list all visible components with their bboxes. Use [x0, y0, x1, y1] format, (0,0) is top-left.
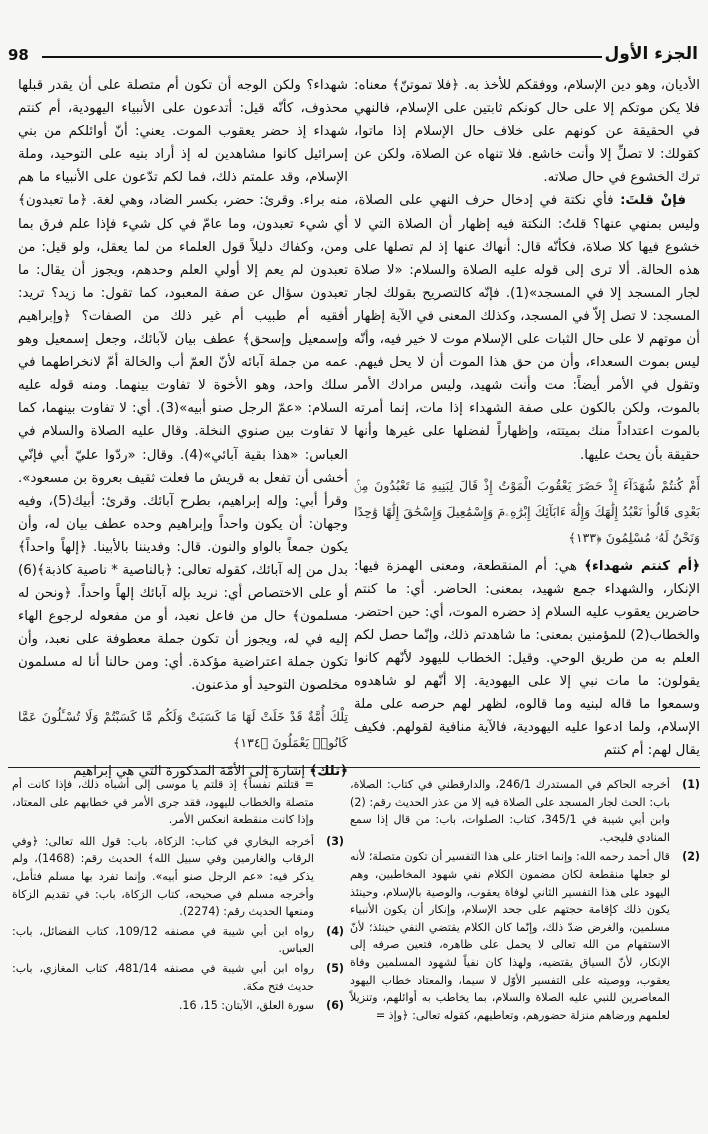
- footnote: [12, 997, 344, 1015]
- footnote: [350, 776, 700, 846]
- paragraph-lead: فإنْ قلتَ:: [620, 193, 687, 209]
- paragraph-lead: ﴿تلك﴾: [309, 763, 348, 779]
- footnote-number: (2): [682, 850, 700, 864]
- footnote: [12, 960, 344, 995]
- footnote-number: (6): [326, 999, 344, 1013]
- footnote-number: (5): [326, 961, 344, 975]
- running-title: الجزء الأول: [604, 44, 698, 64]
- quran-verse: تِلْكَ أُمَّةٌ قَدْ خَلَتْ لَهَا مَا كَسَبَتْ وَلَكُم مَّا كَسَبْتُمْ وَلَا تُسْـَٔلُونَ عَمَّا كَانُوا۟ يَعْمَلُونَ ﴿١٣٤﴾: [18, 708, 348, 750]
- footnote: [12, 923, 344, 958]
- footnote-text: أخرجه الحاكم في المستدرك 246/1، والدارقطني في كتاب: الصلاة، باب: الحث لجار المسجد على الصلاة فيه إلا من عذر الحديث رقم: (2) وابن أبي شيبة في 345/1، كتاب: الصلوات، باب: من قال إذا سمع المنادي فليجب.: [350, 778, 671, 844]
- paragraph: [354, 189, 700, 466]
- footnote-text: رواه ابن أبي شيبة في مصنفه 109/12، كتاب الفضائل، باب: العباس.: [12, 924, 314, 956]
- footnote-number: (4): [326, 924, 344, 938]
- footnotes-left: [12, 776, 344, 1126]
- footnote-text: رواه ابن أبي شيبة في مصنفه 481/14، كتاب المغازي، باب: حديث فتح مكة.: [12, 961, 314, 993]
- page-header: [8, 44, 698, 68]
- footnote: [12, 833, 344, 921]
- footnote: [350, 848, 700, 1024]
- header-rule: [42, 56, 602, 58]
- paragraph-body: فأي نكتة في إدخال حرف النهي على الصلاة، وليس بمنهي عنها؟ قلتُ: النكتة فيه إظهار أن الصلاة التي لا خشوع فيها كلا صلاة، فكأنّه قال: أنهاك عنها إذ لم تصلها على هذه الحالة. ألا ترى إلى قوله عليه الصلاة والسلام: «لا صلاة لجار المسجد إلا في المسجد»(1). فإنّه كالتصريح بقولك لجار المسجد: لا تصل إلاّ في المسجد، وكذلك المعنى في الآية إظهار أن موتهم لا على حال الثبات على الإسلام موت لا خير فيه، وأنّه ليس بموت السعداء، وأن من حق هذا الموت أن لا يحل فيهم. وتقول في الأمر أيضاً: مت وأنت شهيد، وليس مرادك الأمر بالموت، ولكن بالكون على صفة الشهداء إذا مات، إنما أمرته بالموت اعتداداً منك بميتته، وإظهاراً لفضلها على غيرها وأنها حقيقة بأن يحث عليها.: [354, 193, 700, 463]
- footnote-number: (1): [682, 778, 700, 791]
- footnotes-right: [350, 776, 700, 1126]
- page-number: 98: [8, 46, 29, 64]
- footnote-separator: [8, 767, 700, 768]
- footnote-continuation: = قتلتم نفساً﴾ إذ قلتم يا موسى إلى أشباه ذلك، فإذا كانت أم متصلة والخطاب لليهود، فقد جرى الأمر في خطابهم على المعتاد، وإذا كانت منقطعة انعكس الأمر.: [12, 778, 314, 827]
- footnote-text: أخرجه البخاري في كتاب: الزكاة، باب: قول الله تعالى: ﴿وفي الرقاب والغارمين وفي سبيل الله﴾ الحديث رقم: (1468)، ولم يذكر فيه: «عم الرجل صنو أبيه». وإنما تفرد بها مسلم فتأمل، وأخرجه مسلم في صحيحه، كتاب الزكاة، باب: في تقديم الزكاة ومنعها الحديث رقم: (2274).: [12, 834, 314, 919]
- paragraph-body: إشارة إلى الأمّة المذكورة التي هي إبراهيم: [73, 763, 310, 779]
- paragraph-lead: ﴿أم كنتم شهداء﴾: [584, 558, 700, 574]
- footnote-number: (3): [326, 834, 344, 848]
- left-text-column: [18, 74, 349, 779]
- footnote-text: سورة العلق، الآيتان: 15، 16.: [178, 999, 314, 1013]
- paragraph: شهداء؟ ولكن الوجه أن تكون أم متصلة على أن يقدر قبلها محذوف، كأنّه قيل: أتدعون على الأنبياء اليهودية، أم كنتم شهداء إذ حضر يعقوب الموت. يعني: أنّ أوائلكم من بني إسرائيل كانوا مشاهدين له إذ أراد بنيه على التوحيد، وملة الإسلام، وقد علمتم ذلك، فما لكم تدّعون على الأنبياء ما هم منه براء. وقرئ: حضر، بكسر الضاد، وهي لغة. ﴿ما تعبدون﴾ أي شيء تعبدون، وما عامّ في كل شيء فإذا علم فرق بما ومن، وكفاك دليلاً قول العلماء من لما يعقل، ولو قيل: من تعبدون لم يعم إلا أولي العلم وحدهم، ويجوز أن يقال: ما تعبدون سؤال عن صفة المعبود، كما تقول: ما زيد؟ تريد: أفقيه أم طبيب أم غير ذلك من الصفات؟ ﴿وإبراهيم وإسمعيل وإسحق﴾ عطف بيان لآبائك، وجعل إسمعيل وهو عمه من جملة آبائه لأنّ العمّ أب والخالة أمّ لانخراطهما في سلك واحد، وهو الأخوة لا تفاوت بينهما. ومنه قوله عليه السلام: «عمّ الرجل صنو أبيه»(3). أي: لا تفاوت بينهما، كما لا تفاوت بين صنوي النخلة. وقال عليه الصلاة والسلام في العباس: «هذا بقية آبائي»(4). وقال: «ردّوا عليّ أبي فإنّي أخشى أن تفعل به قريش ما فعلت ثقيف بعروة بن مسعود». وقرأ أبي: وإله إبراهيم، بطرح آبائك. وقرئ: أبيك(5)، وفيه وجهان: أن يكون واحداً وإبراهيم وحده عطف بيان له، وأن يكون جمعاً بالواو والنون. قال: وفديننا بالأبينا. ﴿إلهاً واحداً﴾ بدل من إله آبائك، كقوله تعالى: ﴿بالناصية * ناصية كاذبة﴾(6) أو على الاختصاص أي: نريد بإله آبائك إلهاً واحداً. ﴿ونحن له مسلمون﴾ حال من فاعل نعبد، أو من مفعوله لرجوع الهاء إليه في له، ويجوز أن تكون جملة معطوفة على نعبد، وأن تكون جملة اعتراضية مؤكدة. أي: ومن حالنا أنا له مسلمون مخلصون التوحيد أو مذعنون.: [18, 78, 349, 694]
- paragraph: [354, 555, 700, 763]
- footnote-text: قال أحمد رحمه الله: وإنما اختار على هذا التفسير أن تكون متصلة؛ لأنه لو جعلها منقطعة لكان مضمون الكلام نفي شهود المخاطبين، وهم اليهود على هذا التفسير الثاني لوفاة يعقوب، والوصية بالإسلام، وحينئذ يكون ذلك كإقامة حجتهم على جحد الإسلام، وإنكار أن يكون الأنبياء مسلمين، والغرض ضدّ ذلك، وإنّما كان الكلام يقتضي النفي حينئذ؛ لأنّ الاستفهام من الله تعالى لا يحمل على ظاهره، فتعين صرفه إلى الإنكار، لأنّ السياق يقتضيه، ولهذا كان نفياً لشهود المسلمين وفاة يعقوب، ووصيته على التفسير الأوّل لا سيما، والمعتاد خطاب اليهود المعاصرين للنبي عليه الصلاة والسلام، بما يخاطب به أوائلهم، وتنزيلاً لعلمهم ورضاهم منزلة حضورهم، وتعاطيهم، كقوله تعالى: ﴿وإذ =: [350, 850, 670, 1022]
- paragraph-body: هي: أم المنقطعة، ومعنى الهمزة فيها: الإنكار، والشهداء جمع شهيد، بمعنى: الحاضر. أي: ما كنتم حاضرين يعقوب عليه السلام إذ حضره الموت، أي: حين احتضر. والخطاب(2) للمؤمنين بمعنى: ما شاهدتم ذلك، وإنّما حصل لكم العلم به من طريق الوحي. وقيل: الخطاب لليهود لأنّهم كانوا يقولون: ما مات نبي إلا على اليهودية. إلا أنّهم لو شاهدوه وسمعوا ما قاله لبنيه وما قالوه، لظهر لهم حرصه على ملة الإسلام، ولما ادعوا عليه اليهودية، فالآية منافية لقولهم. فكيف يقال لهم: أم كنتم: [354, 558, 700, 759]
- right-text-column: [354, 74, 700, 759]
- paragraph: الأديان، وهو دين الإسلام، ووفقكم للأخذ به. ﴿فلا تموتنّ﴾ معناه: فلا يكن موتكم إلا على حال كونكم ثابتين على الإسلام، فالنهي في الحقيقة عن كونهم على خلاف حال الإسلام إذا ماتوا، كقولك: لا تصلِّ إلا وأنت خاشع. فلا تنهاه عن الصلاة، ولكن عن ترك الخشوع في حال صلاته.: [354, 78, 700, 186]
- quran-verse: أَمْ كُنتُمْ شُهَدَآءَ إِذْ حَضَرَ يَعْقُوبَ الْمَوْتُ إِذْ قَالَ لِبَنِيهِ مَا تَعْبُدُونَ مِنۢ بَعْدِى قَالُوا۟ نَعْبُدُ إِلَٰهَكَ وَإِلَٰهَ ءَابَآئِكَ إِبْرَٰهِۦمَ وَإِسْمَٰعِيلَ وَإِسْحَٰقَ إِلَٰهًا وَٰحِدًا وَنَحْنُ لَهُۥ مُسْلِمُونَ ﴿١٣٣﴾: [354, 477, 700, 545]
